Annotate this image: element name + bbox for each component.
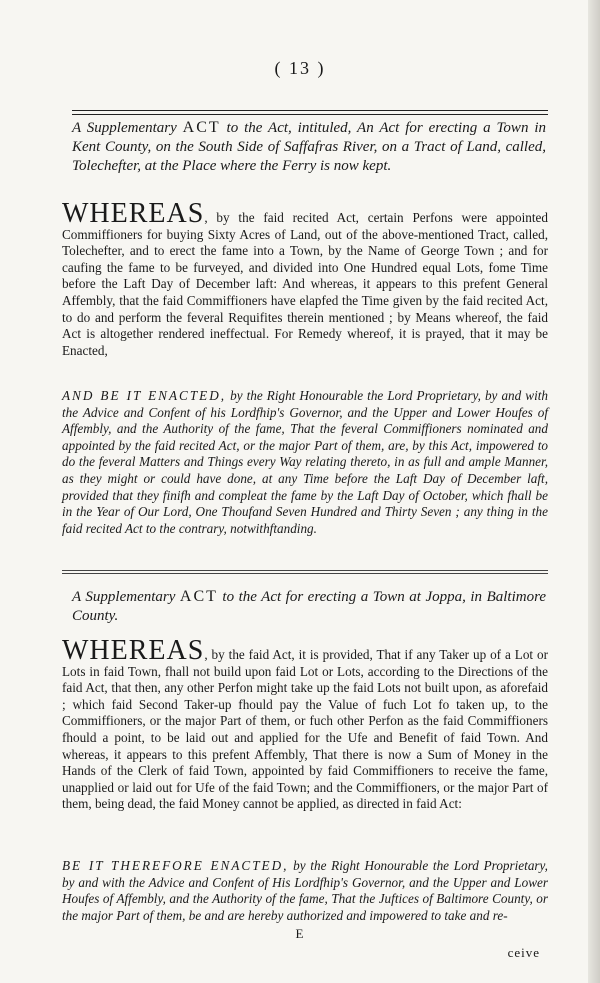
act1-title-start: A Supplementary bbox=[72, 120, 183, 136]
act1-enact-caps: AND BE IT ENACTED, bbox=[62, 388, 227, 403]
section-rule-lower bbox=[62, 573, 548, 574]
section-rule-upper bbox=[62, 570, 548, 571]
catchword: ceive bbox=[507, 945, 540, 960]
act1-enact-text: by the Right Honourable the Lord Proprietary, by and with the Advice and Confent of his Lordfhip's Governor, and the Upper and Lower Houfes of Affembly, and the Authority of the fame, That the feveral Commiffioners nominated and appointed by the faid recited Act, or the major Part of them, are, by this Act, impowered to do the feveral Matters and Things every Way relating thereto, in as full and ample Manner, as they might or could have done, at any Time before the Laft Day of December laft, provided that they finifh and compleat the fame by the Laft Day of October, which fhall be in the Year of Our Lord, One Thoufand Seven Hundred and Thirty Seven ; any thing in the faid recited Act to the contrary, notwithftanding. bbox=[62, 388, 548, 536]
act2-enact-caps: BE IT THEREFORE ENACTED, bbox=[62, 858, 289, 873]
act1-enacting-clause bbox=[62, 388, 548, 537]
act2-title-start: A Supplementary bbox=[72, 589, 180, 605]
section-rule bbox=[72, 110, 548, 115]
act2-preamble bbox=[62, 635, 548, 813]
act2-enact-text: by the Right Honourable the Lord Proprietary, by and with the Advice and Confent of His Lordfhip's Governor, and the Upper and Lower Houfes of Affembly, and the Authority of the fame, That the Juftices of Baltimore County, or the major Part of them, be and are hereby authorized and impowered to take and re- bbox=[62, 858, 548, 923]
act1-title-rest: to the Act, intituled, An Act for erecting a Town in Kent County, on the South Side of Saffafras River, on a Tract of Land, called, Tolechefter, at the Place where the Ferry is now kept. bbox=[72, 120, 546, 174]
act1-title-act: ACT bbox=[182, 119, 221, 136]
page-number: ( 13 ) bbox=[274, 58, 326, 78]
act1-whereas-text: , by the faid recited Act, certain Perfons were appointed Commiffioners for buying Sixty Acres of Land, out of the above-mentioned Tract, called, Tolechefter, and to erect the fame into a Town, by the Name of George Town ; and for caufing the fame to be furveyed, and divided into One Hundred equal Lots, fome Time before the Laft Day of December laft: And whereas, it appears to this prefent General Affembly, that the faid Commiffioners have elapfed the Time given by the faid recited Act, to do and perform the feveral Requifites therein mentioned ; by Means whereof, the faid Act is altogether rendered ineffectual. For Remedy whereof, it is prayed, that it may be Enacted, bbox=[62, 210, 548, 358]
act2-title-rest: to the Act for erecting a Town at Joppa, in Baltimore County. bbox=[72, 589, 547, 624]
act1-title bbox=[72, 118, 546, 176]
act2-whereas-text: , by the faid Act, it is provided, That if any Taker up of a Lot or Lots in faid Town, fhall not build upon faid Lot or Lots, according to the Directions of the faid Act, that then, any other Perfon might take up the faid Lots not built upon, as aforefaid ; which faid Second Taker-up fhould pay the Value of fuch Lot fo taken up, to the Commiffioners, or the major Part of them, or fuch other Perfon as the faid Commiffioners fhould a point, to be laid out and applied for the Ufe and Benefit of faid Town. And whereas, it appears to this prefent Affembly, That there is now a Sum of Money in the Hands of the Clerk of faid Town, appointed by faid Commiffioners to receive the fame, unapplied or laid out for Ufe of the faid Town; and the Commiffioners, or the major Part of them, being dead, the faid Money cannot be applied, as directed in faid Act: bbox=[62, 647, 548, 812]
signature-mark: E bbox=[295, 926, 305, 941]
page-edge bbox=[588, 0, 600, 983]
act2-title-act: ACT bbox=[179, 588, 218, 605]
act1-preamble bbox=[62, 198, 548, 359]
act1-whereas-dropcap: WHEREAS bbox=[62, 198, 205, 229]
act2-whereas-dropcap: WHEREAS bbox=[62, 635, 205, 666]
act2-enacting-clause bbox=[62, 858, 548, 924]
act2-title bbox=[72, 587, 546, 626]
